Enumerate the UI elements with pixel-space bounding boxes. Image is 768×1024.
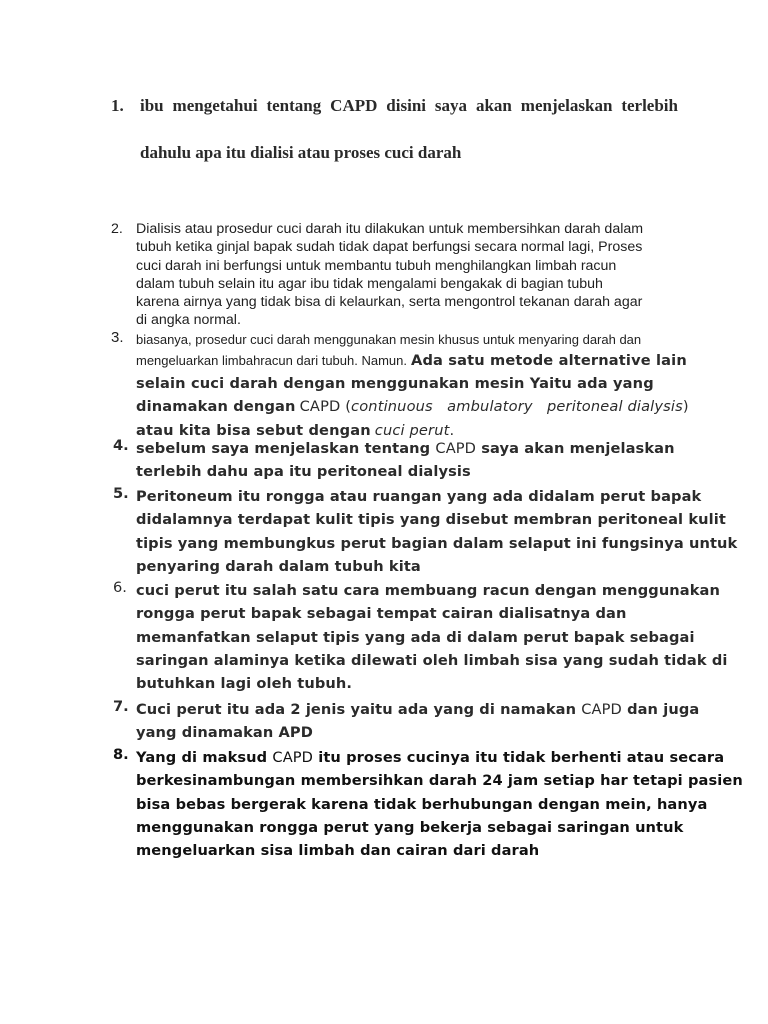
text-fragment: Ada satu metode alternative lain: [411, 352, 687, 369]
text-line: selain cuci darah dengan menggunakan mesin Yaitu ada yang: [136, 375, 654, 392]
text-fragment: .: [449, 421, 455, 439]
item-text: [136, 746, 743, 862]
item-number: 3.: [111, 329, 124, 346]
text-line: saringan alaminya ketika dilewati oleh limbah sisa yang sudah tidak di: [136, 651, 728, 669]
text-line: didalamnya terdapat kulit tipis yang disebut membran peritoneal kulit: [136, 511, 726, 529]
item-text: [140, 96, 685, 190]
italic-term: cuci perut: [374, 421, 450, 439]
text-fragment: saya akan menjelaskan: [481, 440, 675, 457]
capd-term: CAPD: [581, 701, 622, 718]
item-number: 4.: [113, 437, 129, 454]
text-fragment: atau kita bisa sebut dengan: [136, 421, 371, 439]
text-fragment: dinamakan dengan: [136, 398, 296, 416]
italic-term: continuous ambulatory peritoneal dialysis: [351, 398, 683, 416]
capd-term: CAPD (: [299, 398, 352, 416]
text-line: di angka normal.: [136, 312, 241, 329]
text-fragment: dan juga: [627, 701, 700, 718]
text-line: tipis yang membungkus perut bagian dalam selaput ini fungsinya untuk: [136, 534, 738, 552]
text-line: cuci perut itu salah satu cara membuang racun dengan menggunakan: [136, 582, 720, 599]
text-line: terlebih dahu apa itu peritoneal dialysis: [136, 463, 471, 481]
text-fragment: ): [682, 398, 689, 416]
text-line: penyaring darah dalam tubuh kita: [136, 557, 421, 575]
text-line: mengeluarkan sisa limbah dan cairan dari darah: [136, 842, 540, 860]
item-text: [136, 698, 700, 745]
item-text: [136, 437, 696, 484]
text-line: yang dinamakan APD: [136, 724, 313, 742]
text-line: berkesinambungan membersihkan darah 24 jam setiap har tetapi pasien: [136, 772, 743, 790]
text-line: cuci darah ini berfungsi untuk membantu tubuh menghilangkan limbah racun: [136, 257, 617, 274]
text-line: karena airnya yang tidak bisa di kelaurkan, serta mengontrol tekanan darah agar: [136, 294, 643, 311]
item-number: 8.: [113, 746, 129, 763]
text-fragment: mengeluarkan limbahracun dari tubuh. Namun.: [136, 353, 407, 368]
capd-term: CAPD: [435, 440, 477, 457]
item-number: 2.: [111, 221, 123, 237]
item-text: [136, 220, 681, 330]
item-text: [136, 485, 738, 578]
text-line: bisa bebas bergerak karena tidak berhubungan dengan mein, hanya: [136, 795, 708, 813]
text-line: Peritoneum itu rongga atau ruangan yang ada didalam perut bapak: [136, 488, 702, 505]
item-text: [136, 579, 728, 695]
text-line: tubuh ketika ginjal bapak sudah tidak dapat berfungsi secara normal lagi, Proses: [136, 239, 643, 256]
text-line: dalam tubuh selain itu agar ibu tidak mengalami bengakak di bagian tubuh: [136, 275, 603, 292]
text-fragment: sebelum saya menjelaskan tentang: [136, 440, 431, 457]
text-fragment: Cuci perut itu ada 2 jenis yaitu ada yang di namakan: [136, 701, 577, 718]
text-line: butuhkan lagi oleh tubuh.: [136, 675, 353, 693]
text-line: rongga perut bapak sebagai tempat cairan dialisatnya dan: [136, 605, 627, 623]
item-number: 5.: [113, 485, 129, 502]
text-line: menggunakan rongga perut yang bekerja sebagai saringan untuk: [136, 818, 684, 836]
text-line: Dialisis atau prosedur cuci darah itu dilakukan untuk membersihkan darah dalam: [136, 221, 644, 237]
item-number: 6.: [113, 579, 127, 596]
text-fragment: Yang di maksud: [136, 749, 268, 766]
text-line: dahulu apa itu dialisi atau proses cuci darah: [140, 143, 462, 162]
text-line: memanfatkan selaput tipis yang ada di dalam perut bapak sebagai: [136, 628, 695, 646]
text-line: ibu mengetahui tentang CAPD disini saya akan menjelaskan terlebih: [140, 96, 678, 115]
text-line: biasanya, prosedur cuci darah menggunakan mesin khusus untuk menyaring darah dan: [136, 332, 642, 347]
item-number: 7.: [113, 698, 129, 715]
item-number: 1.: [111, 96, 124, 115]
item-text: [136, 329, 696, 442]
text-fragment: itu proses cucinya itu tidak berhenti atau secara: [318, 749, 725, 766]
capd-term: CAPD: [272, 749, 314, 766]
